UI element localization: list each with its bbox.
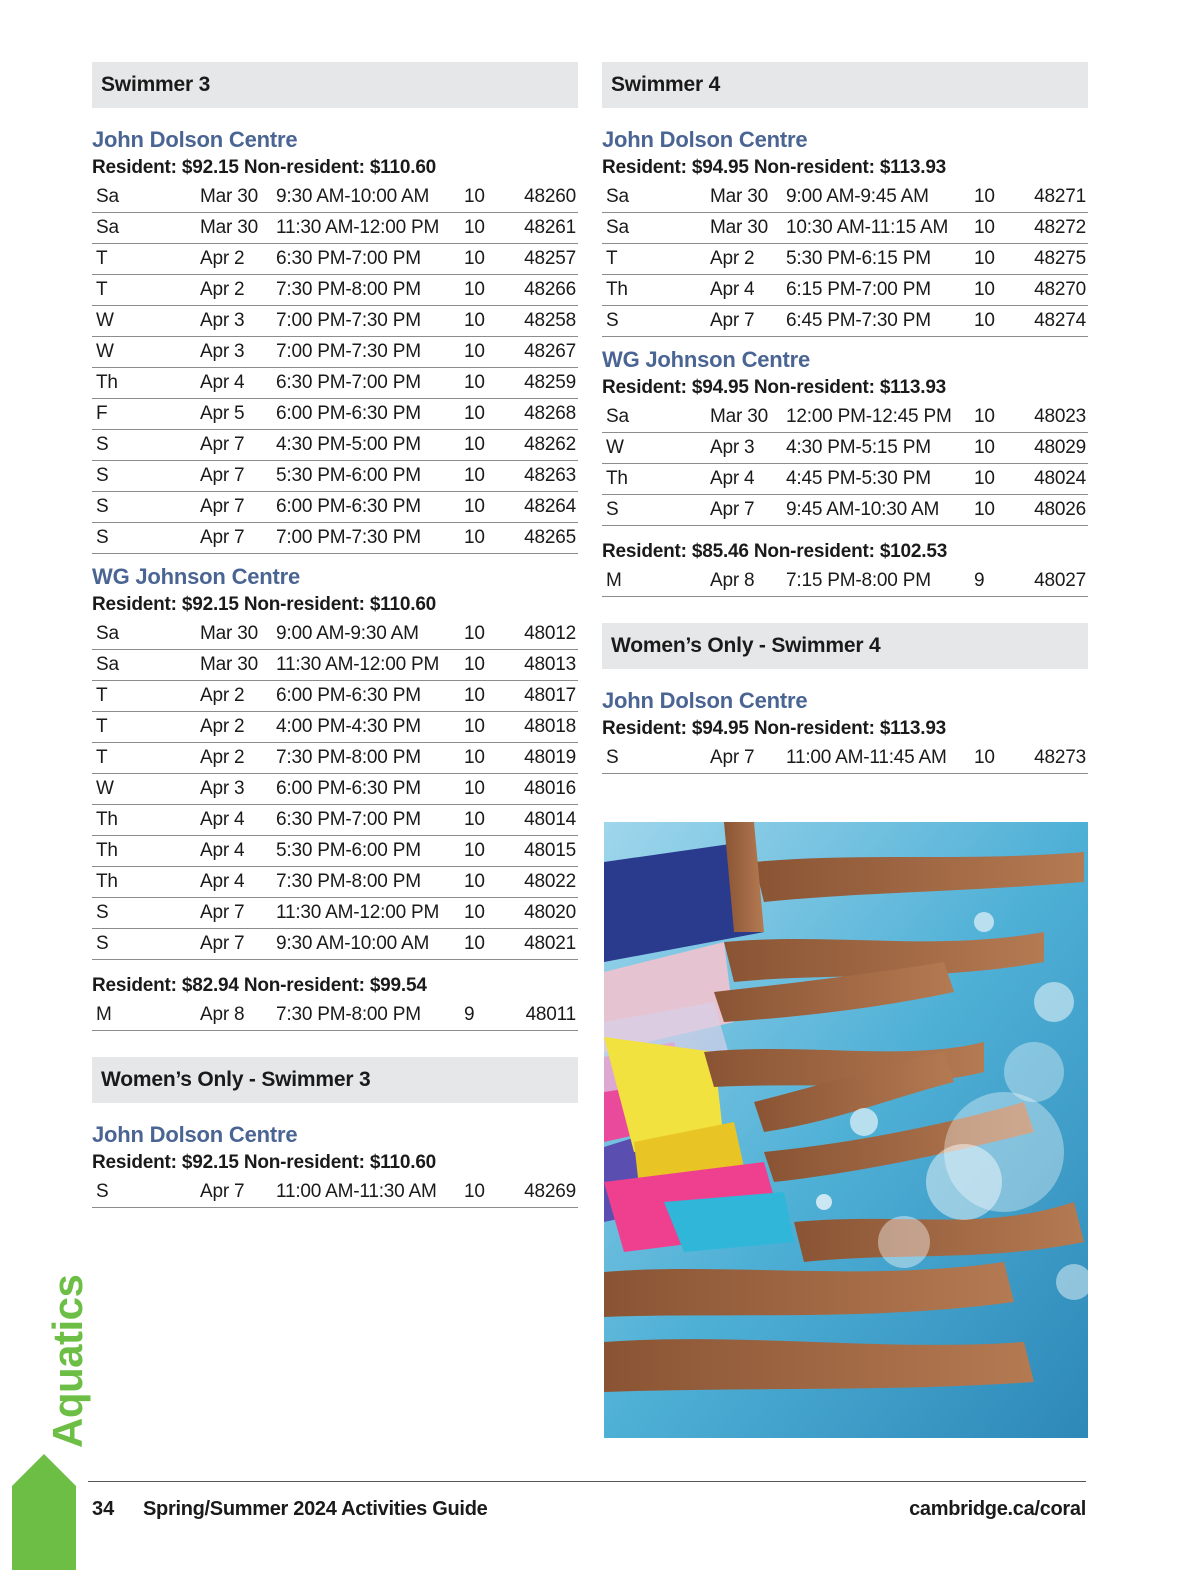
schedule-row [92,399,578,430]
course-code-cell: 48026 [1034,499,1086,520]
date-cell: Apr 7 [710,310,755,331]
section-title-swimmer-3: Swimmer 3 [92,62,578,108]
time-cell: 7:00 PM-7:30 PM [276,310,421,331]
sessions-cell: 10 [974,406,995,427]
schedule-table [602,743,1088,774]
sessions-cell: 10 [464,186,485,207]
course-code-cell: 48261 [524,217,576,238]
centre-name: John Dolson Centre [92,1122,298,1147]
course-code-cell: 48024 [1034,468,1086,489]
day-cell: S [96,434,109,455]
day-cell: Th [96,840,118,861]
schedule-row [602,433,1088,464]
date-cell: Apr 7 [200,465,245,486]
sessions-cell: 10 [464,778,485,799]
time-cell: 4:30 PM-5:15 PM [786,437,931,458]
date-cell: Mar 30 [710,217,768,238]
price-line: Resident: $92.15 Non-resident: $110.60 [92,1152,437,1173]
date-cell: Apr 7 [200,527,245,548]
course-code-cell: 48263 [524,465,576,486]
date-cell: Apr 3 [710,437,755,458]
sessions-cell: 10 [974,468,995,489]
section-title-swimmer-4: Swimmer 4 [602,62,1088,108]
schedule-row [92,337,578,368]
course-code-cell: 48016 [524,778,576,799]
course-code-cell: 48020 [524,902,576,923]
schedule-table [92,1177,578,1208]
time-cell: 7:00 PM-7:30 PM [276,527,421,548]
sessions-cell: 10 [464,623,485,644]
schedule-row [92,681,578,712]
time-cell: 9:30 AM-10:00 AM [276,933,430,954]
date-cell: Apr 2 [200,685,245,706]
sessions-cell: 9 [464,1004,475,1025]
sessions-cell: 10 [464,434,485,455]
schedule-row [92,867,578,898]
schedule-table [602,402,1088,526]
course-code-cell: 48018 [524,716,576,737]
schedule-table [92,619,578,960]
course-code-cell: 48257 [524,248,576,269]
sessions-cell: 10 [464,403,485,424]
centre-name: WG Johnson Centre [602,347,811,372]
sessions-cell: 10 [464,902,485,923]
date-cell: Apr 7 [200,902,245,923]
course-code-cell: 48269 [524,1181,576,1202]
sessions-cell: 9 [974,570,985,591]
date-cell: Apr 2 [200,248,245,269]
price-line: Resident: $94.95 Non-resident: $113.93 [602,157,947,178]
day-cell: Sa [606,406,629,427]
sessions-cell: 10 [974,248,995,269]
tab-arrow-shape [12,1454,76,1570]
time-cell: 11:30 AM-12:00 PM [276,654,440,675]
date-cell: Mar 30 [200,623,258,644]
schedule-row [92,774,578,805]
schedule-row [602,566,1088,597]
day-cell: S [96,527,109,548]
course-code-cell: 48271 [1034,186,1086,207]
sessions-cell: 10 [974,186,995,207]
time-cell: 9:00 AM-9:30 AM [276,623,419,644]
centre-name: John Dolson Centre [602,127,808,152]
day-cell: T [606,248,618,269]
schedule-row [92,523,578,554]
day-cell: S [606,310,619,331]
date-cell: Apr 4 [200,372,245,393]
course-code-cell: 48027 [1034,570,1086,591]
schedule-row [92,712,578,743]
day-cell: S [606,499,619,520]
date-cell: Mar 30 [200,186,258,207]
date-cell: Apr 4 [200,809,245,830]
sessions-cell: 10 [464,310,485,331]
course-code-cell: 48014 [524,809,576,830]
left-column [92,62,578,1208]
schedule-row [602,182,1088,213]
section-title-womens-only-swimmer-3: Women’s Only - Swimmer 3 [92,1057,578,1103]
sessions-cell: 10 [974,747,995,768]
course-code-cell: 48274 [1034,310,1086,331]
schedule-row [602,402,1088,433]
time-cell: 6:30 PM-7:00 PM [276,372,421,393]
course-code-cell: 48273 [1034,747,1086,768]
date-cell: Mar 30 [710,186,768,207]
date-cell: Apr 7 [200,933,245,954]
day-cell: W [96,778,114,799]
schedule-table [602,566,1088,597]
time-cell: 4:45 PM-5:30 PM [786,468,931,489]
day-cell: F [96,403,108,424]
date-cell: Apr 7 [200,1181,245,1202]
price-line: Resident: $94.95 Non-resident: $113.93 [602,377,947,398]
day-cell: Th [96,871,118,892]
day-cell: S [96,902,109,923]
price-line: Resident: $85.46 Non-resident: $102.53 [602,541,948,562]
course-code-cell: 48019 [524,747,576,768]
day-cell: T [96,248,108,269]
sessions-cell: 10 [464,527,485,548]
schedule-row [92,430,578,461]
day-cell: Sa [606,217,629,238]
day-cell: W [606,437,624,458]
time-cell: 9:30 AM-10:00 AM [276,186,430,207]
schedule-table [92,1000,578,1031]
guide-title: Spring/Summer 2024 Activities Guide [143,1498,488,1520]
time-cell: 11:30 AM-12:00 PM [276,902,440,923]
course-code-cell: 48262 [524,434,576,455]
date-cell: Apr 3 [200,310,245,331]
time-cell: 6:00 PM-6:30 PM [276,778,421,799]
date-cell: Apr 4 [200,871,245,892]
date-cell: Apr 2 [710,248,755,269]
sessions-cell: 10 [974,217,995,238]
sessions-cell: 10 [974,437,995,458]
day-cell: S [96,465,109,486]
sessions-cell: 10 [464,465,485,486]
price-line: Resident: $82.94 Non-resident: $99.54 [92,975,427,996]
schedule-row [602,213,1088,244]
day-cell: Sa [96,217,119,238]
course-code-cell: 48265 [524,527,576,548]
time-cell: 9:45 AM-10:30 AM [786,499,940,520]
day-cell: S [606,747,619,768]
time-cell: 10:30 AM-11:15 AM [786,217,949,238]
time-cell: 5:30 PM-6:15 PM [786,248,931,269]
day-cell: S [96,933,109,954]
sessions-cell: 10 [464,809,485,830]
day-cell: M [606,570,622,591]
course-code-cell: 48023 [1034,406,1086,427]
schedule-row [92,244,578,275]
day-cell: T [96,747,108,768]
date-cell: Apr 4 [710,468,755,489]
day-cell: Sa [96,186,119,207]
schedule-row [92,1000,578,1031]
aquatics-section-tab [12,1454,76,1570]
sessions-cell: 10 [464,716,485,737]
day-cell: Sa [96,654,119,675]
sessions-cell: 10 [464,217,485,238]
sessions-cell: 10 [464,279,485,300]
course-code-cell: 48021 [524,933,576,954]
time-cell: 7:30 PM-8:00 PM [276,747,421,768]
right-column [602,62,1088,774]
date-cell: Apr 8 [710,570,755,591]
day-cell: W [96,310,114,331]
course-code-cell: 48258 [524,310,576,331]
day-cell: Th [606,468,628,489]
date-cell: Apr 3 [200,778,245,799]
course-code-cell: 48260 [524,186,576,207]
time-cell: 7:30 PM-8:00 PM [276,279,421,300]
day-cell: T [96,279,108,300]
sessions-cell: 10 [464,840,485,861]
course-code-cell: 48267 [524,341,576,362]
course-code-cell: 48015 [524,840,576,861]
day-cell: S [96,496,109,517]
date-cell: Apr 7 [710,499,755,520]
course-code-cell: 48259 [524,372,576,393]
time-cell: 4:30 PM-5:00 PM [276,434,421,455]
time-cell: 11:00 AM-11:45 AM [786,747,947,768]
sessions-cell: 10 [464,871,485,892]
schedule-row [92,836,578,867]
time-cell: 6:00 PM-6:30 PM [276,496,421,517]
schedule-row [92,898,578,929]
time-cell: 11:30 AM-12:00 PM [276,217,440,238]
sessions-cell: 10 [464,248,485,269]
schedule-row [92,492,578,523]
day-cell: Th [96,809,118,830]
sessions-cell: 10 [464,747,485,768]
course-code-cell: 48022 [524,871,576,892]
schedule-row [92,182,578,213]
course-code-cell: 48270 [1034,279,1086,300]
date-cell: Apr 4 [200,840,245,861]
course-code-cell: 48264 [524,496,576,517]
date-cell: Mar 30 [200,217,258,238]
schedule-row [92,213,578,244]
date-cell: Mar 30 [710,406,768,427]
sessions-cell: 10 [464,1181,485,1202]
pool-splash-illustration [604,822,1088,1438]
date-cell: Apr 4 [710,279,755,300]
date-cell: Mar 30 [200,654,258,675]
schedule-row [92,805,578,836]
time-cell: 6:45 PM-7:30 PM [786,310,931,331]
date-cell: Apr 2 [200,747,245,768]
time-cell: 9:00 AM-9:45 AM [786,186,929,207]
sessions-cell: 10 [464,341,485,362]
course-code-cell: 48266 [524,279,576,300]
schedule-row [92,619,578,650]
date-cell: Apr 7 [200,496,245,517]
price-line: Resident: $92.15 Non-resident: $110.60 [92,594,437,615]
date-cell: Apr 7 [200,434,245,455]
time-cell: 7:15 PM-8:00 PM [786,570,931,591]
schedule-table [92,182,578,554]
website-url: cambridge.ca/coral [909,1498,1086,1520]
time-cell: 6:00 PM-6:30 PM [276,685,421,706]
schedule-row [602,464,1088,495]
sessions-cell: 10 [464,654,485,675]
time-cell: 6:30 PM-7:00 PM [276,809,421,830]
day-cell: S [96,1181,109,1202]
schedule-row [92,650,578,681]
day-cell: T [96,685,108,706]
sessions-cell: 10 [974,310,995,331]
date-cell: Apr 5 [200,403,245,424]
course-code-cell: 48029 [1034,437,1086,458]
day-cell: Th [96,372,118,393]
time-cell: 6:00 PM-6:30 PM [276,403,421,424]
sessions-cell: 10 [464,685,485,706]
centre-name: WG Johnson Centre [92,564,301,589]
schedule-row [602,275,1088,306]
time-cell: 4:00 PM-4:30 PM [276,716,421,737]
sessions-cell: 10 [464,496,485,517]
swimmers-kicking-photo [604,822,1088,1438]
course-code-cell: 48272 [1034,217,1086,238]
time-cell: 6:30 PM-7:00 PM [276,248,421,269]
schedule-row [602,244,1088,275]
date-cell: Apr 2 [200,279,245,300]
schedule-row [92,1177,578,1208]
schedule-row [92,275,578,306]
schedule-row [602,495,1088,526]
day-cell: T [96,716,108,737]
date-cell: Apr 3 [200,341,245,362]
schedule-row [92,306,578,337]
schedule-row [92,461,578,492]
price-line: Resident: $92.15 Non-resident: $110.60 [92,157,437,178]
section-title-womens-only-swimmer-4: Women’s Only - Swimmer 4 [602,623,1088,669]
time-cell: 12:00 PM-12:45 PM [786,406,952,427]
time-cell: 5:30 PM-6:00 PM [276,840,421,861]
footer-divider [88,1481,1086,1482]
date-cell: Apr 2 [200,716,245,737]
time-cell: 7:00 PM-7:30 PM [276,341,421,362]
sessions-cell: 10 [974,499,995,520]
time-cell: 5:30 PM-6:00 PM [276,465,421,486]
day-cell: Sa [606,186,629,207]
day-cell: M [96,1004,112,1025]
time-cell: 7:30 PM-8:00 PM [276,1004,421,1025]
price-line: Resident: $94.95 Non-resident: $113.93 [602,718,947,739]
schedule-row [602,743,1088,774]
schedule-row [92,368,578,399]
page-number: 34 [92,1498,115,1520]
course-code-cell: 48017 [524,685,576,706]
sessions-cell: 10 [464,372,485,393]
day-cell: Sa [96,623,119,644]
sessions-cell: 10 [974,279,995,300]
course-code-cell: 48013 [524,654,576,675]
time-cell: 7:30 PM-8:00 PM [276,871,421,892]
course-code-cell: 48012 [524,623,576,644]
schedule-row [602,306,1088,337]
centre-name: John Dolson Centre [602,688,808,713]
aquatics-tab-label: Aquatics [44,1274,91,1448]
date-cell: Apr 8 [200,1004,245,1025]
day-cell: W [96,341,114,362]
time-cell: 6:15 PM-7:00 PM [786,279,931,300]
sessions-cell: 10 [464,933,485,954]
schedule-table [602,182,1088,337]
course-code-cell: 48275 [1034,248,1086,269]
course-code-cell: 48268 [524,403,576,424]
day-cell: Th [606,279,628,300]
centre-name: John Dolson Centre [92,127,298,152]
course-code-cell: 48011 [525,1004,576,1025]
schedule-row [92,929,578,960]
schedule-row [92,743,578,774]
date-cell: Apr 7 [710,747,755,768]
time-cell: 11:00 AM-11:30 AM [276,1181,437,1202]
